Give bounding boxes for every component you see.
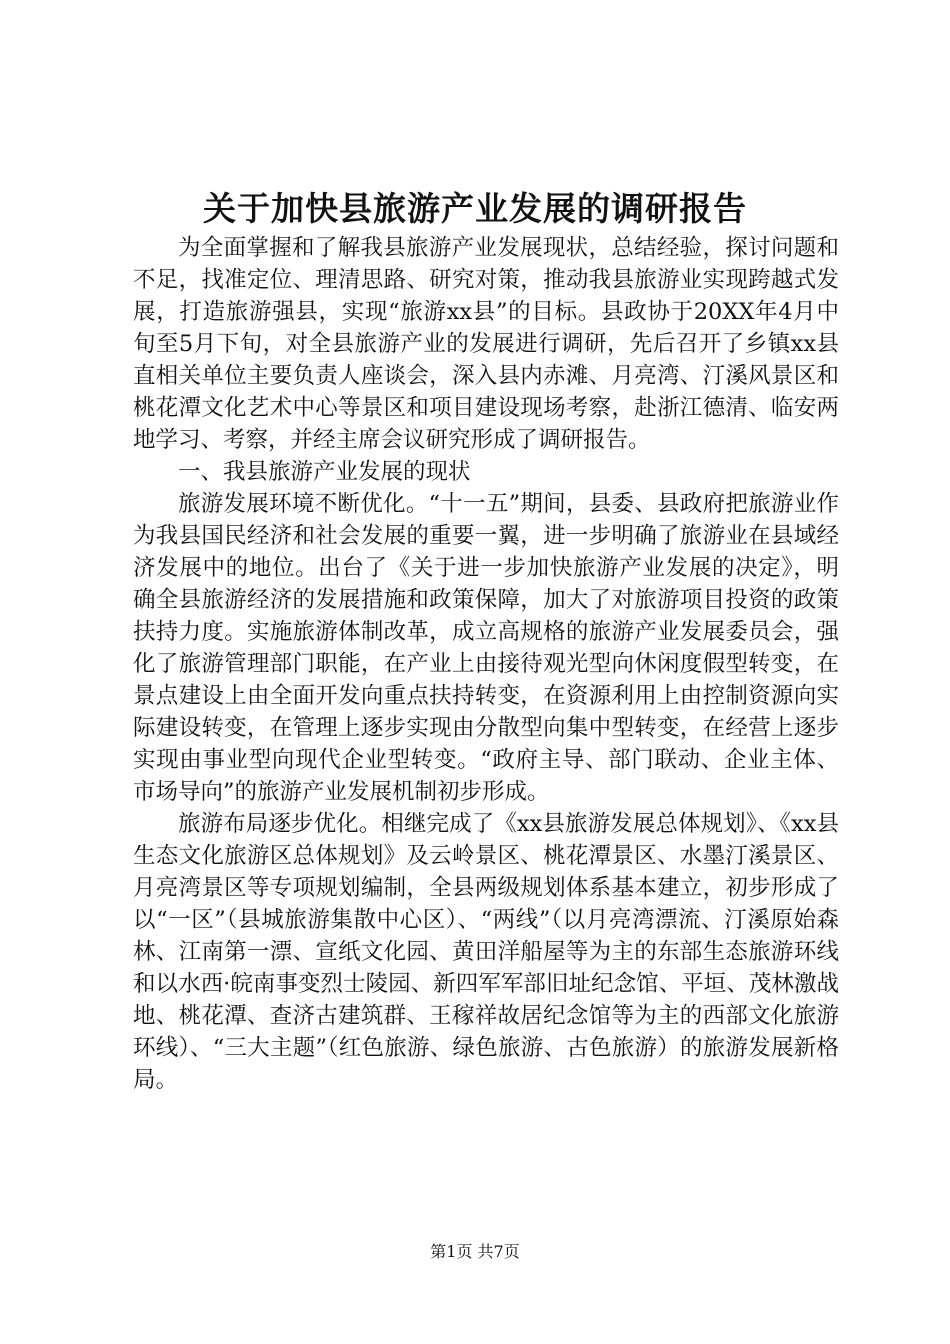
environment-paragraph: 旅游发展环境不断优化。“十一五”期间，县委、县政府把旅游业作为我县国民经济和社会发展的重要一翼，进一步明确了旅游业在县域经济发展中的地位。出台了《关于进一步加快旅游产业发展的决定》，明确全县旅游经济的发展措施和政策保障，加大了对旅游项目投资的政策扶持力度。实施旅游体制改革，成立高规格的旅游产业发展委员会，强化了旅游管理部门职能，在产业上由接待观光型向休闲度假型转变，在景点建设上由全面开发向重点扶持转变，在资源利用上由控制资源向实际建设转变，在管理上逐步实现由分散型向集中型转变，在经营上逐步实现由事业型向现代企业型转变。“政府主导、部门联动、企业主体、市场导向”的旅游产业发展机制初步形成。 bbox=[133, 491, 839, 805]
document-title: 关于加快县旅游产业发展的调研报告 bbox=[203, 189, 747, 228]
intro-paragraph: 为全面掌握和了解我县旅游产业发展现状，总结经验，探讨问题和不足，找准定位、理清思路、研究对策，推动我县旅游业实现跨越式发展，打造旅游强县，实现“旅游xx县”的目标。县政协于20XX年4月中旬至5月下旬，对全县旅游产业的发展进行调研，先后召开了乡镇xx县直相关单位主要负责人座谈会，深入县内赤滩、月亮湾、汀溪风景区和桃花潭文化艺术中心等景区和项目建设现场考察，赴浙江德清、临安两地学习、考察，并经主席会议研究形成了调研报告。 bbox=[133, 235, 839, 453]
document-body bbox=[133, 232, 839, 1096]
layout-paragraph: 旅游布局逐步优化。相继完成了《xx县旅游发展总体规划》、《xx县生态文化旅游区总体规划》及云岭景区、桃花潭景区、水墨汀溪景区、月亮湾景区等专项规划编制，全县两级规划体系基本建立，初步形成了以“一区”（县城旅游集散中心区）、“两线”（以月亮湾漂流、汀溪原始森林、江南第一漂、宣纸文化园、黄田洋船屋等为主的东部生态旅游环线和以水西·皖南事变烈士陵园、新四军军部旧址纪念馆、平垣、茂林激战地、桃花潭、查济古建筑群、王稼祥故居纪念馆等为主的西部文化旅游环线）、“三大主题”（红色旅游、绿色旅游、古色旅游）的旅游发展新格局。 bbox=[133, 811, 839, 1093]
page-footer: 第1页 共7页 bbox=[430, 1242, 520, 1261]
section-heading: 一、我县旅游产业发展的现状 bbox=[178, 459, 471, 485]
